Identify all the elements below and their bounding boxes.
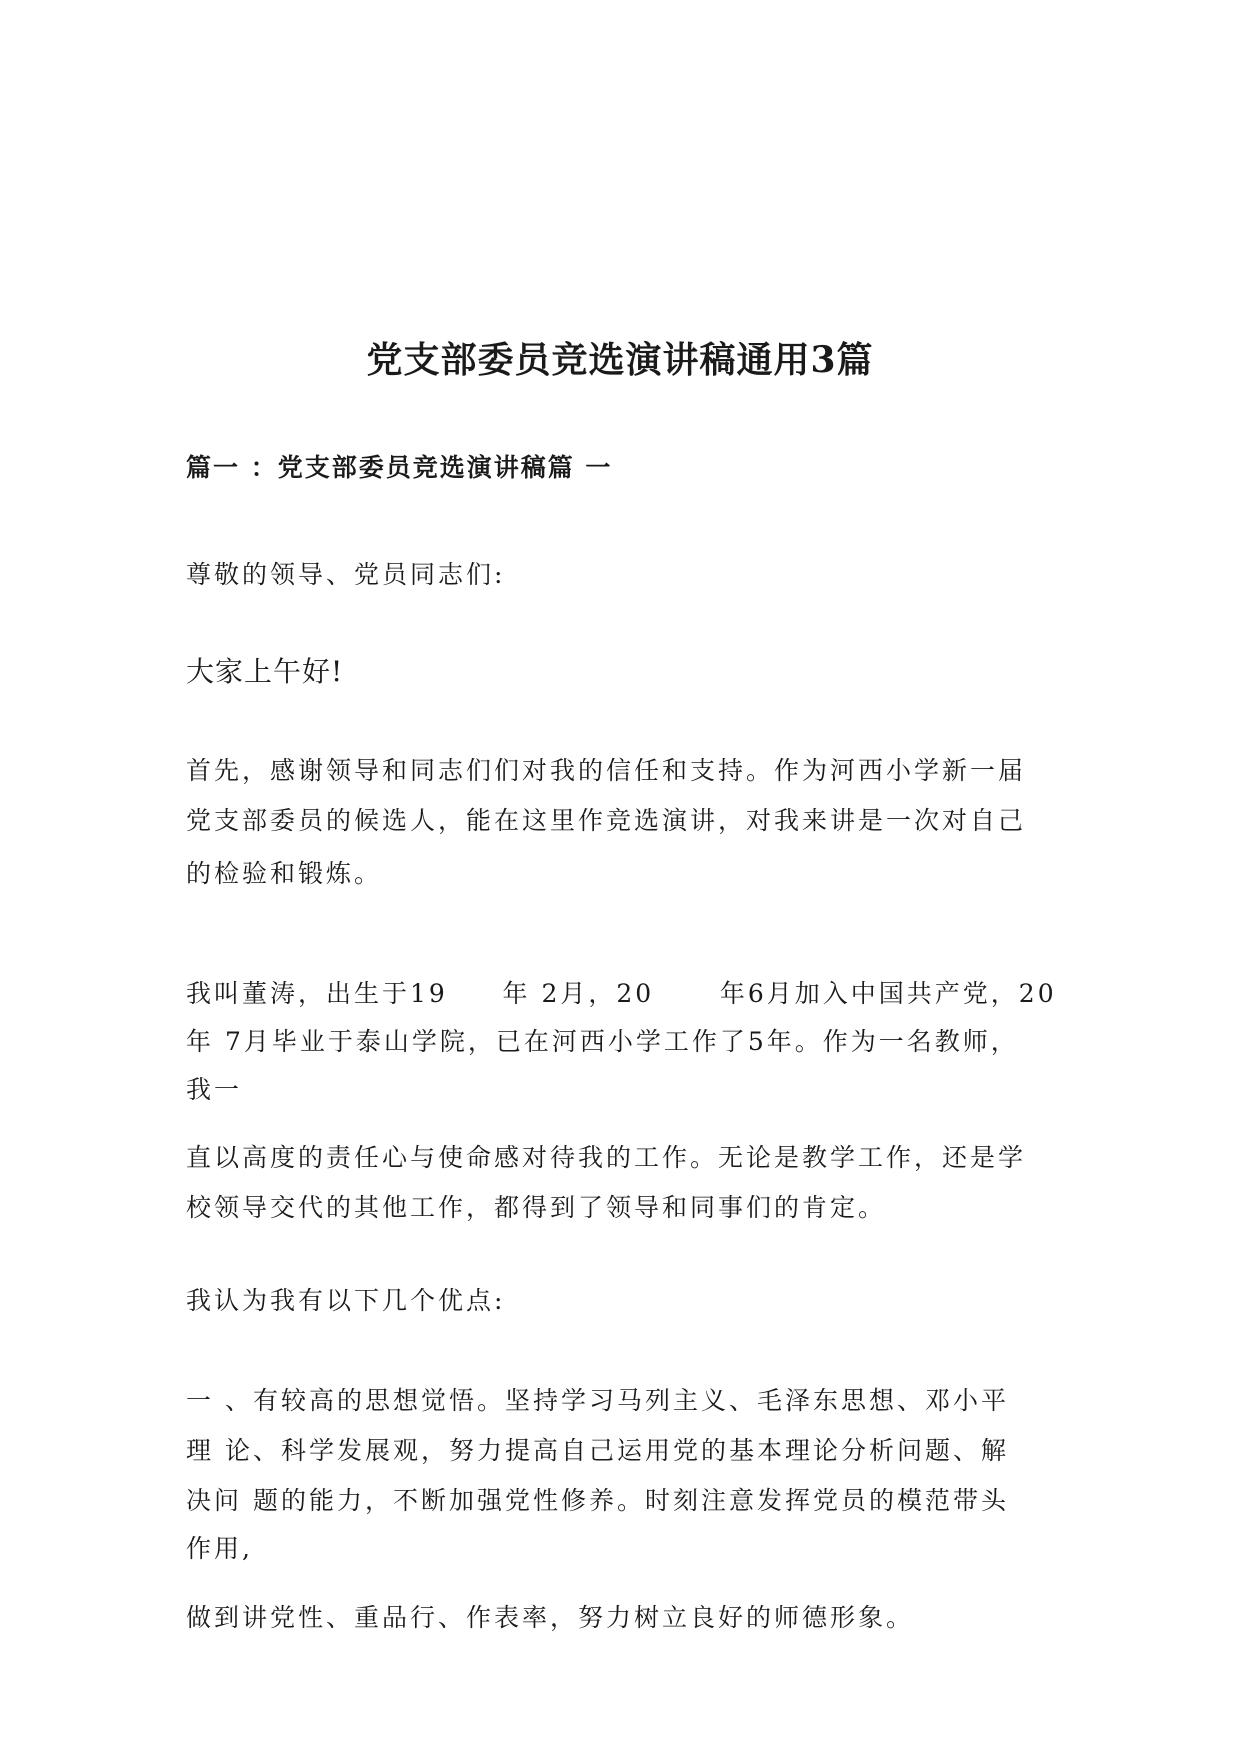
paragraph-line: 决问 题的能力，不断加强党性修养。时刻注意发挥党员的模范带头 [186,1486,1009,1515]
paragraph-line: 我叫董涛，出生于19 年 2月，20 年6月加入中国共产党，20 [186,979,1057,1008]
paragraph-line: 一 、有较高的思想觉悟。坚持学习马列主义、毛泽东思想、邓小平 [186,1386,1009,1415]
paragraph-line: 年 7月毕业于泰山学院，已在河西小学工作了5年。作为一名教师， [186,1027,1019,1056]
paragraph-line: 校领导交代的其他工作，都得到了领导和同事们的肯定。 [186,1193,887,1222]
salutation: 尊敬的领导、党员同志们: [186,560,506,589]
paragraph-line: 党支部委员的候选人，能在这里作竞选演讲，对我来讲是一次对自己 [186,806,1027,835]
paragraph-line: 做到讲党性、重品行、作表率，努力树立良好的师德形象。 [186,1603,915,1632]
paragraph-line: 理 论、科学发展观，努力提高自己运用党的基本理论分析问题、解 [186,1436,1009,1465]
paragraph-line: 作用, [186,1534,253,1563]
document-title: 党支部委员竞选演讲稿通用3篇 [366,339,874,381]
greeting: 大家上午好! [186,655,344,688]
section-heading: 篇一 ：党支部委员竞选演讲稿篇 一 [186,453,613,482]
paragraph-line: 我一 [186,1075,243,1104]
paragraph-line: 的检验和锻炼。 [186,859,383,888]
paragraph-line: 首先，感谢领导和同志们们对我的信任和支持。作为河西小学新一届 [186,756,1027,785]
paragraph-line: 直以高度的责任心与使命感对待我的工作。无论是教学工作，还是学 [186,1143,1027,1172]
paragraph-line: 我认为我有以下几个优点: [186,1286,506,1315]
